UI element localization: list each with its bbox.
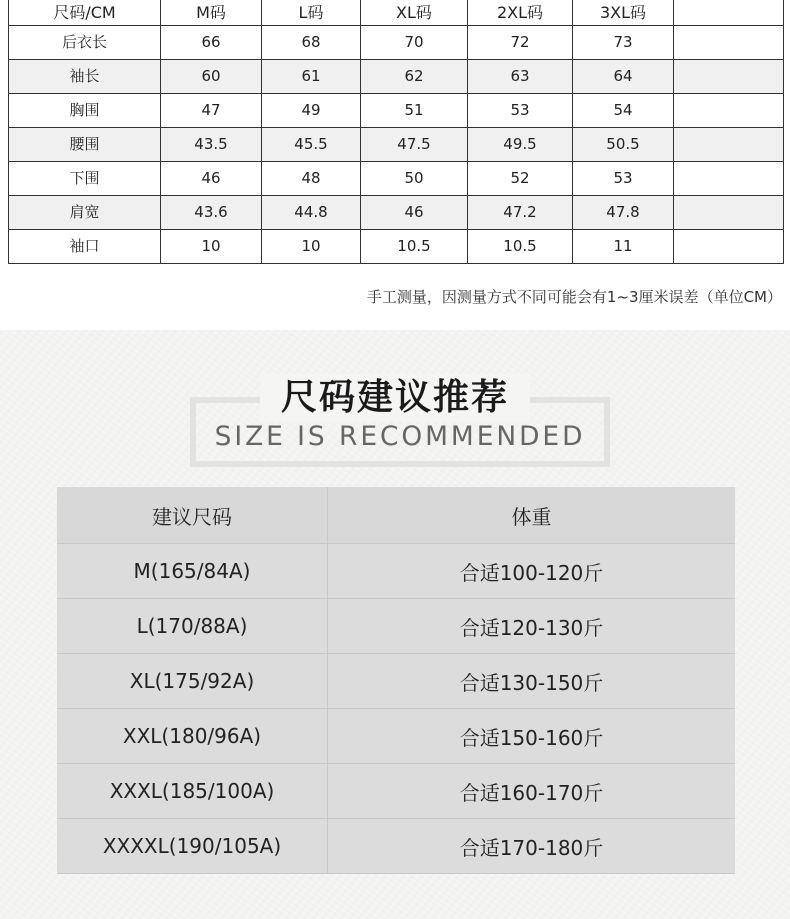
row-label: 袖长 <box>9 60 161 94</box>
table-cell: 73 <box>573 26 674 60</box>
recommended-size-cell: XXL(180/96A) <box>57 709 328 764</box>
table-cell: 53 <box>573 162 674 196</box>
weight-cell: 合适130-150斤 <box>328 654 736 709</box>
table-cell: 70 <box>361 26 468 60</box>
table-cell: 61 <box>262 60 361 94</box>
table-row <box>57 819 735 874</box>
row-label: 后衣长 <box>9 26 161 60</box>
table-cell: 50 <box>361 162 468 196</box>
table-cell: 43.5 <box>161 128 262 162</box>
table-cell: 48 <box>262 162 361 196</box>
weight-cell: 合适150-160斤 <box>328 709 736 764</box>
table-row <box>57 654 735 709</box>
size-table-header-row <box>9 0 784 26</box>
table-cell: 44.8 <box>262 196 361 230</box>
table-cell: 66 <box>161 26 262 60</box>
recommend-title-en: SIZE IS RECOMMENDED <box>214 421 586 452</box>
table-cell <box>674 60 784 94</box>
recommend-title-cn: 尺码建议推荐 <box>260 374 530 422</box>
table-row <box>9 60 784 94</box>
header-cell-recommended-size: 建议尺码 <box>57 487 328 544</box>
table-cell <box>674 94 784 128</box>
table-cell: 47.5 <box>361 128 468 162</box>
table-cell <box>674 162 784 196</box>
table-row <box>57 709 735 764</box>
table-cell <box>674 196 784 230</box>
measurement-note: 手工测量，因测量方式不同可能会有1~3厘米误差（单位CM） <box>366 288 782 306</box>
table-cell: 54 <box>573 94 674 128</box>
weight-cell: 合适160-170斤 <box>328 764 736 819</box>
table-cell: 49 <box>262 94 361 128</box>
row-label: 胸围 <box>9 94 161 128</box>
recommended-size-cell: XL(175/92A) <box>57 654 328 709</box>
table-cell: 47 <box>161 94 262 128</box>
table-row <box>9 26 784 60</box>
row-label: 腰围 <box>9 128 161 162</box>
size-chart-table <box>8 0 784 264</box>
table-cell: 47.2 <box>468 196 573 230</box>
table-cell: 10 <box>262 230 361 264</box>
table-cell: 46 <box>161 162 262 196</box>
table-cell <box>674 128 784 162</box>
table-cell: 68 <box>262 26 361 60</box>
table-cell: 43.6 <box>161 196 262 230</box>
header-cell-weight: 体重 <box>328 487 736 544</box>
row-label: 肩宽 <box>9 196 161 230</box>
header-cell-2xl: 2XL码 <box>468 0 573 26</box>
header-cell-xl: XL码 <box>361 0 468 26</box>
table-cell: 52 <box>468 162 573 196</box>
table-cell <box>674 26 784 60</box>
table-cell: 10 <box>161 230 262 264</box>
table-cell: 62 <box>361 60 468 94</box>
header-cell-empty <box>674 0 784 26</box>
table-row <box>57 544 735 599</box>
table-cell: 11 <box>573 230 674 264</box>
table-cell: 63 <box>468 60 573 94</box>
table-row <box>57 599 735 654</box>
table-row <box>9 128 784 162</box>
table-cell: 60 <box>161 60 262 94</box>
header-cell-size: 尺码/CM <box>9 0 161 26</box>
table-row <box>9 162 784 196</box>
recommend-section <box>0 330 790 919</box>
recommend-header-row <box>57 487 735 544</box>
table-row <box>9 196 784 230</box>
recommended-size-cell: XXXXL(190/105A) <box>57 819 328 874</box>
recommended-size-cell: XXXL(185/100A) <box>57 764 328 819</box>
table-cell: 10.5 <box>361 230 468 264</box>
header-cell-m: M码 <box>161 0 262 26</box>
table-cell <box>674 230 784 264</box>
header-cell-3xl: 3XL码 <box>573 0 674 26</box>
row-label: 袖口 <box>9 230 161 264</box>
table-row <box>9 94 784 128</box>
weight-cell: 合适100-120斤 <box>328 544 736 599</box>
recommend-table <box>57 487 735 874</box>
table-cell: 72 <box>468 26 573 60</box>
table-row <box>57 764 735 819</box>
weight-cell: 合适170-180斤 <box>328 819 736 874</box>
table-cell: 49.5 <box>468 128 573 162</box>
table-cell: 51 <box>361 94 468 128</box>
table-cell: 53 <box>468 94 573 128</box>
table-cell: 64 <box>573 60 674 94</box>
table-cell: 46 <box>361 196 468 230</box>
recommended-size-cell: L(170/88A) <box>57 599 328 654</box>
table-cell: 47.8 <box>573 196 674 230</box>
table-cell: 45.5 <box>262 128 361 162</box>
table-row <box>9 230 784 264</box>
table-cell: 50.5 <box>573 128 674 162</box>
weight-cell: 合适120-130斤 <box>328 599 736 654</box>
table-cell: 10.5 <box>468 230 573 264</box>
recommended-size-cell: M(165/84A) <box>57 544 328 599</box>
header-cell-l: L码 <box>262 0 361 26</box>
row-label: 下围 <box>9 162 161 196</box>
